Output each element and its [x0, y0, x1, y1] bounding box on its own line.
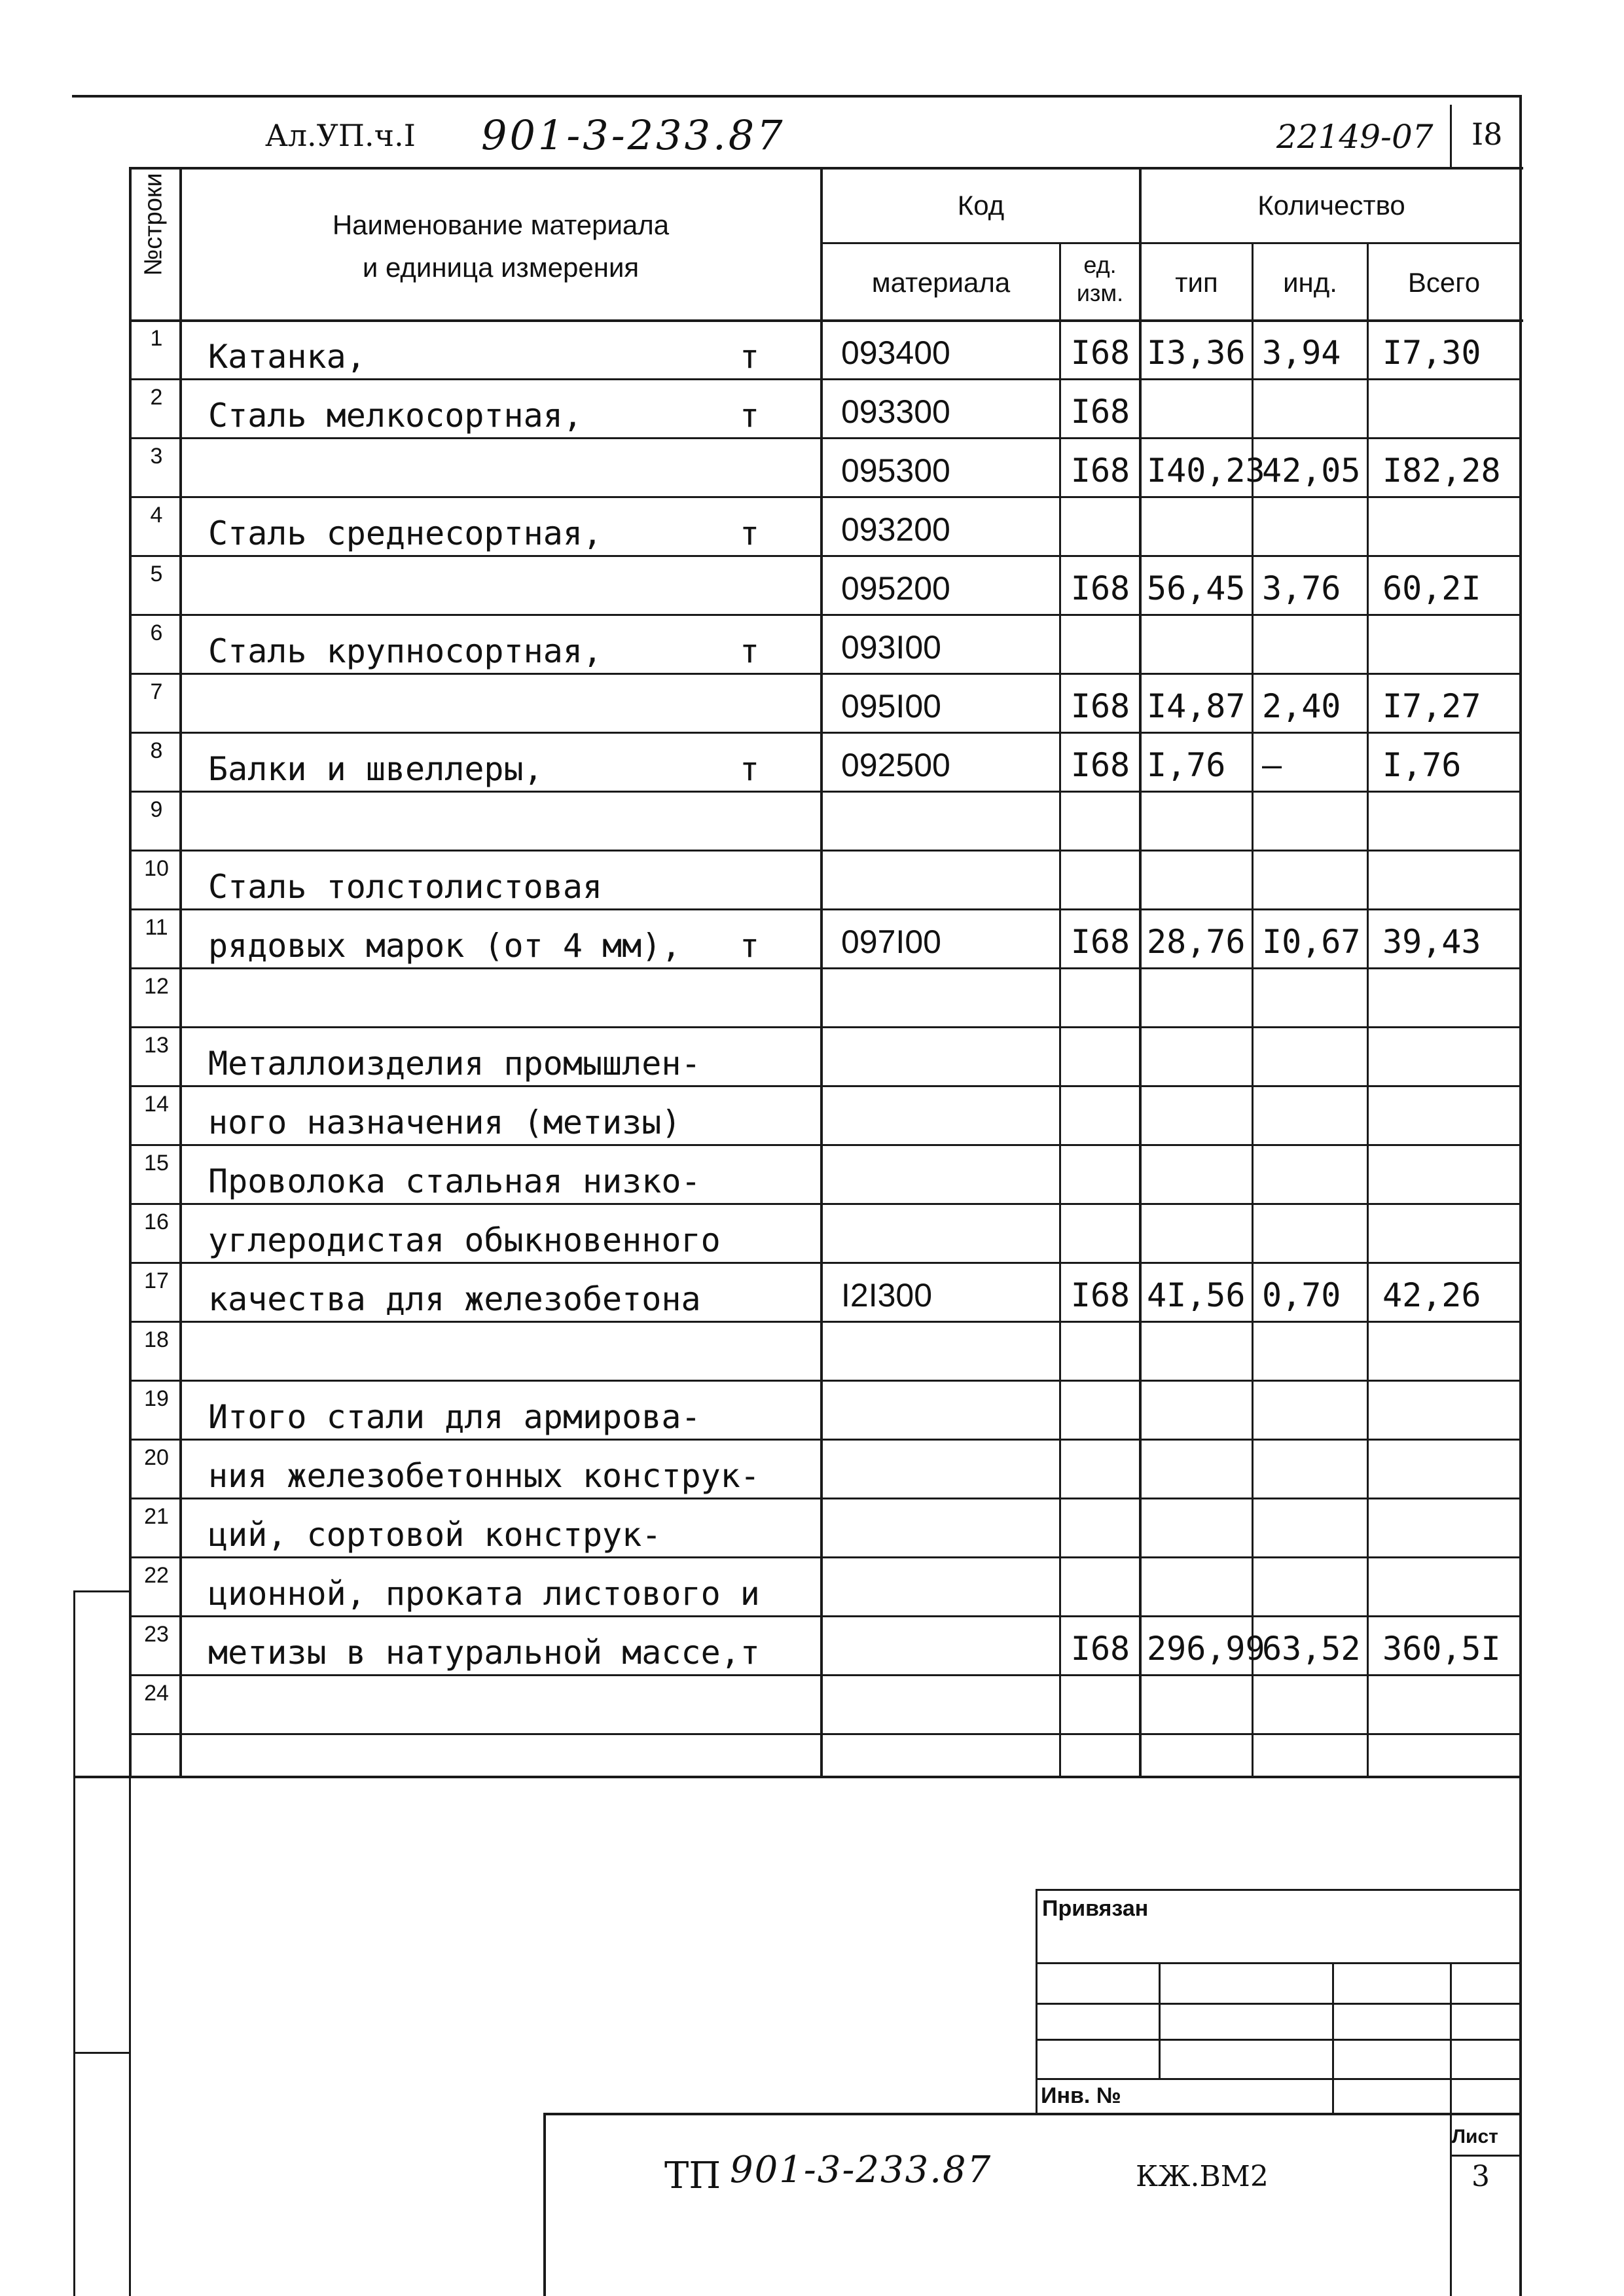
row-separator	[129, 1615, 1522, 1617]
row-number: 1	[150, 326, 163, 351]
row-separator	[129, 496, 1522, 498]
doc-prefix: ТП	[664, 2155, 721, 2197]
col-code-unit-header-line1: ед.	[1083, 251, 1117, 278]
inventory-number-label: Инв. №	[1041, 2083, 1121, 2108]
stamp-line-2	[1036, 2003, 1521, 2005]
material-name: ционной, проката листового и	[208, 1575, 760, 1613]
stamp-col-a	[1159, 1962, 1161, 2078]
qty-total: 60,2I	[1382, 569, 1481, 607]
row-separator	[129, 1733, 1522, 1735]
sheet-box-mid-line	[1450, 2155, 1522, 2157]
material-unit: т	[740, 927, 760, 965]
row-separator	[129, 1674, 1522, 1676]
bound-label: Привязан	[1042, 1896, 1149, 1921]
row-number: 23	[144, 1622, 169, 1647]
row-separator	[129, 908, 1522, 910]
row-separator	[129, 555, 1522, 557]
row-separator	[129, 437, 1522, 439]
row-number: 22	[144, 1563, 169, 1588]
qty-individual: –	[1262, 746, 1282, 784]
unit-code: I68	[1070, 1630, 1130, 1668]
row-separator	[129, 732, 1522, 734]
drawing-mark: КЖ.ВМ2	[1136, 2160, 1269, 2193]
row-number: 19	[144, 1386, 169, 1411]
material-code: 097I00	[841, 924, 941, 960]
qty-individual: 42,05	[1262, 452, 1361, 490]
row-number: 24	[144, 1681, 169, 1706]
col-rownum-header: №строки	[139, 173, 168, 276]
binding-line-left	[73, 1590, 75, 2296]
row-number: 15	[144, 1151, 169, 1175]
material-code: 095300	[841, 452, 950, 489]
row-number: 10	[144, 856, 169, 881]
material-name: метизы в натуральной массе,т	[208, 1634, 760, 1672]
row-number: 6	[150, 620, 163, 645]
material-unit: т	[740, 338, 760, 376]
material-code: 095I00	[841, 688, 941, 725]
material-name: Катанка,	[208, 338, 366, 376]
row-number: 13	[144, 1033, 169, 1058]
row-separator	[129, 1026, 1522, 1028]
material-code: 093400	[841, 334, 950, 371]
qty-total: I,76	[1382, 746, 1462, 784]
row-separator	[129, 1498, 1522, 1499]
stamp-line-4	[1036, 2078, 1521, 2080]
qty-total: 360,5I	[1382, 1630, 1501, 1668]
qty-total: 39,43	[1382, 923, 1481, 961]
col-line-name	[820, 167, 823, 1776]
titleblock-left-line	[543, 2113, 546, 2296]
col-line-ind	[1367, 242, 1369, 1776]
col-code-group-header: Код	[957, 190, 1005, 221]
row-separator	[129, 614, 1522, 616]
material-name: рядовых марок (от 4 мм),	[208, 927, 681, 965]
row-separator	[129, 1262, 1522, 1264]
qty-type: I4,87	[1147, 687, 1246, 725]
material-name: Металлоизделия промышлен-	[208, 1045, 701, 1083]
header-bottom-line	[129, 319, 1523, 322]
unit-code: I68	[1070, 334, 1130, 372]
doc-number-handwritten: 901-3-233.87	[730, 2149, 992, 2191]
stamp-line-1	[1036, 1962, 1521, 1964]
row-number: 12	[144, 974, 169, 999]
row-separator	[129, 378, 1522, 380]
binding-tick-upper	[73, 1590, 131, 1592]
row-separator	[129, 673, 1522, 675]
row-separator	[129, 1321, 1522, 1323]
row-separator	[129, 791, 1522, 793]
unit-code: I68	[1070, 452, 1130, 490]
material-name: Итого стали для армирова-	[208, 1398, 701, 1436]
material-code: 095200	[841, 570, 950, 607]
row-separator	[129, 1380, 1522, 1382]
material-name: ного назначения (метизы)	[208, 1103, 681, 1141]
material-name: Проволока стальная низко-	[208, 1162, 701, 1200]
row-separator	[129, 1556, 1522, 1558]
qty-individual: 3,94	[1262, 334, 1341, 372]
row-number: 7	[150, 679, 163, 704]
col-qty-group-header: Количество	[1257, 190, 1405, 221]
row-number: 3	[150, 444, 163, 469]
material-unit: т	[740, 632, 760, 670]
right-outer-border	[1519, 95, 1522, 2296]
row-separator	[129, 967, 1522, 969]
row-number: 20	[144, 1445, 169, 1470]
material-name: Сталь мелкосортная,	[208, 397, 583, 435]
row-number: 9	[150, 797, 163, 822]
qty-total: I7,30	[1382, 334, 1481, 372]
row-separator	[129, 1439, 1522, 1441]
col-code-material-header: материала	[871, 267, 1011, 298]
material-name: Сталь среднесортная,	[208, 514, 603, 552]
qty-type: I40,23	[1147, 452, 1265, 490]
row-number: 17	[144, 1268, 169, 1293]
page-number-divider	[1450, 105, 1452, 167]
qty-individual: 2,40	[1262, 687, 1341, 725]
material-unit: т	[740, 397, 760, 435]
unit-code: I68	[1070, 746, 1130, 784]
page-number: I8	[1471, 117, 1503, 152]
qty-type: 28,76	[1147, 923, 1246, 961]
material-name: ния железобетонных конструк-	[208, 1457, 760, 1495]
col-name-header-line1: Наименование материала	[332, 209, 670, 240]
inventory-code-handwritten: 22149-07	[1276, 118, 1434, 156]
row-separator	[129, 850, 1522, 852]
qty-type: 4I,56	[1147, 1276, 1246, 1314]
row-number: 4	[150, 503, 163, 528]
header-mid-line	[821, 242, 1522, 244]
row-separator	[129, 1144, 1522, 1146]
col-line-left	[129, 167, 132, 1776]
material-unit: т	[740, 750, 760, 788]
qty-type: 296,99	[1147, 1630, 1265, 1668]
col-name-header-line2: и единица измерения	[362, 252, 640, 283]
col-qty-ind-header: инд.	[1283, 267, 1337, 298]
col-code-unit-header-line2: изм.	[1076, 279, 1124, 306]
table-top-line	[129, 167, 1523, 170]
row-number: 5	[150, 562, 163, 586]
stamp-line-3	[1036, 2039, 1521, 2041]
unit-code: I68	[1070, 1276, 1130, 1314]
material-code: 093I00	[841, 629, 941, 666]
col-qty-type-header: тип	[1175, 267, 1218, 298]
qty-type: 56,45	[1147, 569, 1246, 607]
row-number: 21	[144, 1504, 169, 1529]
unit-code: I68	[1070, 569, 1130, 607]
material-name: Сталь толстолистовая	[208, 868, 603, 906]
qty-type: I,76	[1147, 746, 1226, 784]
material-unit: т	[740, 514, 760, 552]
album-label: Ал.УП.ч.I	[265, 118, 416, 153]
material-name: углеродистая обыкновенного	[208, 1221, 721, 1259]
material-code: 093200	[841, 511, 950, 548]
material-code: 092500	[841, 747, 950, 783]
material-name: Сталь крупносортная,	[208, 632, 603, 670]
qty-individual: I0,67	[1262, 923, 1361, 961]
qty-total: I82,28	[1382, 452, 1501, 490]
stamp-col-b	[1332, 1962, 1334, 2115]
unit-code: I68	[1070, 393, 1130, 431]
stamp-left-line	[1036, 1889, 1038, 2115]
material-name: Балки и швеллеры,	[208, 750, 543, 788]
col-line-rownum	[179, 167, 182, 1776]
col-line-uom	[1139, 167, 1142, 1776]
row-number: 11	[145, 915, 168, 940]
row-number: 2	[150, 385, 163, 410]
row-separator	[129, 1203, 1522, 1205]
sheet-label: Лист	[1452, 2126, 1498, 2147]
col-line-code	[1059, 242, 1061, 1776]
top-border	[72, 95, 1522, 98]
stamp-col-c	[1450, 1962, 1452, 2115]
unit-code: I68	[1070, 687, 1130, 725]
binding-line-right	[129, 1776, 131, 2296]
qty-total: 42,26	[1382, 1276, 1481, 1314]
unit-code: I68	[1070, 923, 1130, 961]
project-code-handwritten: 901-3-233.87	[481, 111, 785, 159]
col-qty-total-header: Всего	[1407, 267, 1481, 298]
material-name: ций, сортовой конструк-	[208, 1516, 662, 1554]
qty-type: I3,36	[1147, 334, 1246, 372]
titleblock-top-line	[543, 2113, 1521, 2115]
row-separator	[129, 1085, 1522, 1087]
table-bottom-line	[73, 1776, 1522, 1778]
qty-individual: 63,52	[1262, 1630, 1361, 1668]
stamp-top-line	[1036, 1889, 1521, 1891]
row-number: 16	[144, 1210, 169, 1234]
qty-individual: 0,70	[1262, 1276, 1341, 1314]
binding-tick-lower	[73, 2052, 131, 2054]
qty-total: I7,27	[1382, 687, 1481, 725]
material-code: 093300	[841, 393, 950, 430]
row-number: 18	[144, 1327, 169, 1352]
row-number: 14	[144, 1092, 169, 1117]
material-code: I2I300	[841, 1277, 933, 1314]
qty-individual: 3,76	[1262, 569, 1341, 607]
material-name: качества для железобетона	[208, 1280, 701, 1318]
row-number: 8	[150, 738, 163, 763]
sheet-number: 3	[1471, 2160, 1490, 2193]
